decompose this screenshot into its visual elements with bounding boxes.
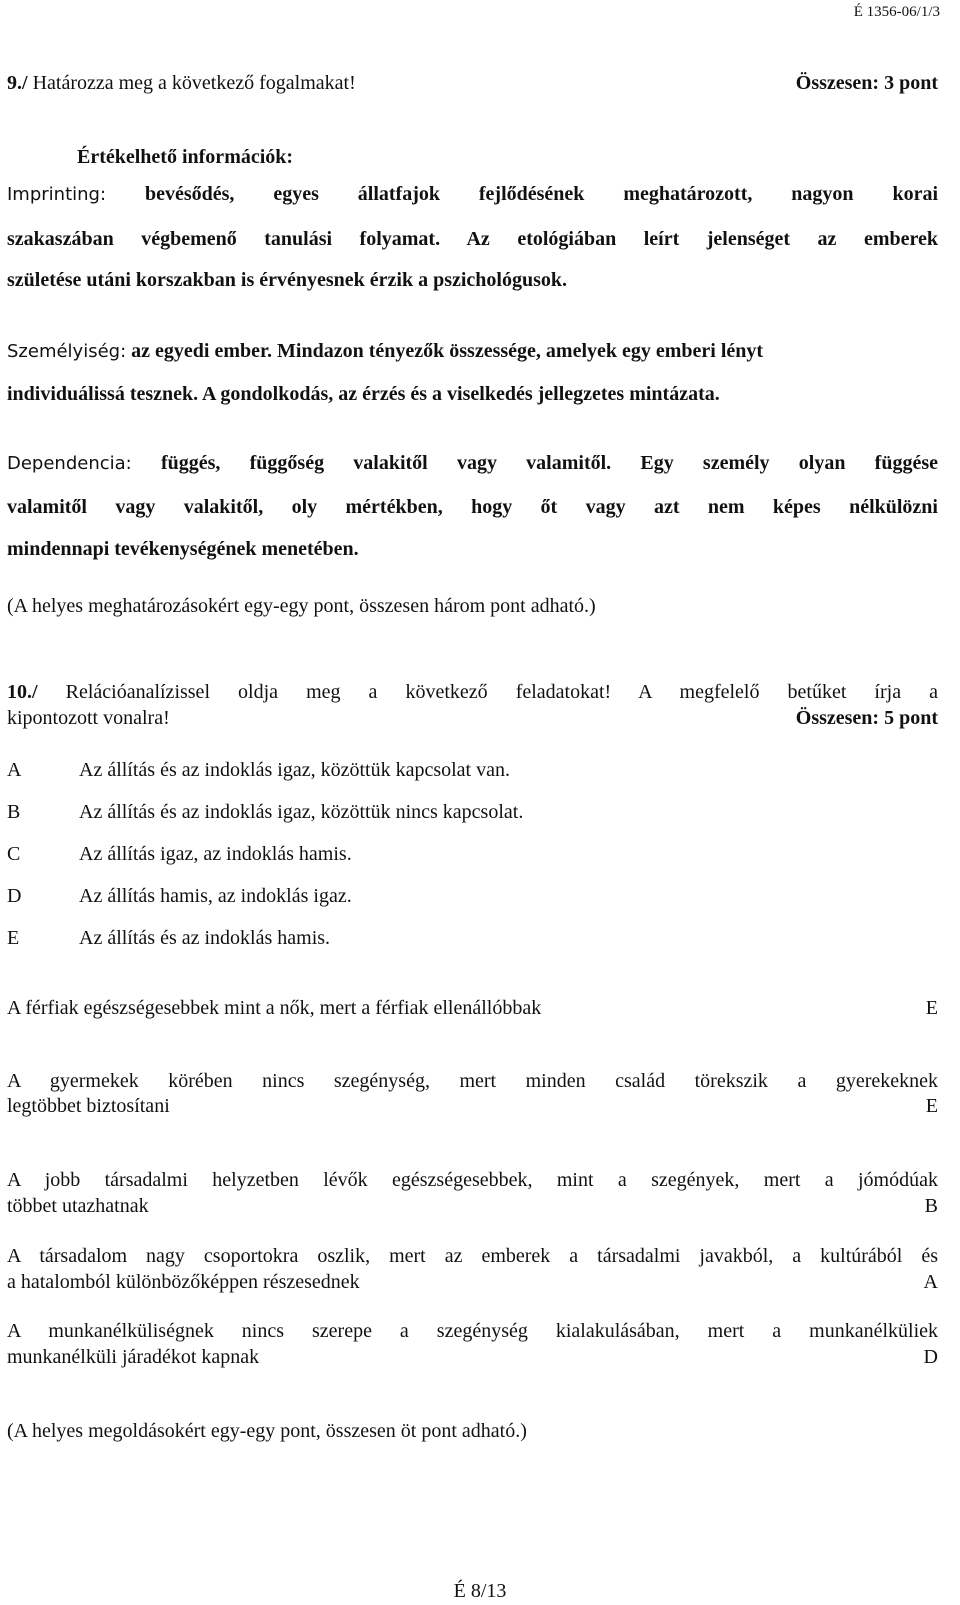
item-3-line-1: A jobb társadalmi helyzetben lévők egészségesebbek, mint a szegények, mert a jómódúak (7, 1169, 938, 1191)
item-5-line-1: A munkanélküliségnek nincs szerepe a szegénység kialakulásában, mert a munkanélküliek (7, 1320, 938, 1342)
term-szemelyiseg: Személyiség: (7, 341, 127, 362)
q10-prompt-line-2: kipontozott vonalra! Összesen: 5 pont (7, 707, 938, 729)
document-code: É 1356-06/1/3 (853, 4, 940, 20)
option-e: E Az állítás és az indoklás hamis. (7, 927, 331, 949)
option-b: B Az állítás és az indoklás igaz, közöttük nincs kapcsolat. (7, 801, 524, 823)
option-c: C Az állítás igaz, az indoklás hamis. (7, 843, 352, 865)
term-dependencia: Dependencia: (7, 453, 132, 474)
option-a: A Az állítás és az indoklás igaz, közöttük kapcsolat van. (7, 759, 510, 781)
item-2-answer: E (925, 1095, 938, 1117)
def-szemelyiseg-line-1: Személyiség: az egyedi ember. Mindazon tényezők összessége, amelyek egy emberi lényt (7, 340, 764, 362)
q9-section-title: Értékelhető információk: (77, 146, 294, 168)
item-5-answer: D (923, 1346, 938, 1368)
q9-header (7, 71, 938, 95)
item-3-line-2: többet utazhatnak B (7, 1195, 938, 1217)
q9-note: (A helyes meghatározásokért egy-egy pont, összesen három pont adható.) (7, 595, 596, 617)
def-imprinting-line-2: szakaszában végbemenő tanulási folyamat. Az etológiában leírt jelenséget az emberek (7, 228, 938, 250)
option-d: D Az állítás hamis, az indoklás igaz. (7, 885, 352, 907)
item-5-line-2: munkanélküli járadékot kapnak D (7, 1346, 938, 1368)
def-dependencia-line-3: mindennapi tevékenységének menetében. (7, 538, 359, 560)
item-1: A férfiak egészségesebbek mint a nők, mert a férfiak ellenállóbbak E (7, 997, 938, 1019)
q9-prompt: 9./ Határozza meg a következő fogalmakat! (7, 72, 356, 94)
def-imprinting-line-1: Imprinting: bevésődés, egyes állatfajok fejlődésének meghatározott, nagyon korai (7, 183, 939, 205)
term-imprinting: Imprinting: (7, 184, 107, 205)
q10-note: (A helyes megoldásokért egy-egy pont, összesen öt pont adható.) (7, 1420, 527, 1442)
item-2-line-1: A gyermekek körében nincs szegénység, mert minden család törekszik a gyerekeknek (7, 1070, 938, 1092)
item-1-answer: E (925, 997, 938, 1019)
item-4-line-2: a hatalomból különbözőképpen részesednek A (7, 1271, 938, 1293)
item-3-answer: B (924, 1195, 938, 1217)
q10-points: Összesen: 5 pont (795, 707, 938, 729)
item-4-answer: A (923, 1271, 938, 1293)
item-2-line-2: legtöbbet biztosítani E (7, 1095, 938, 1117)
q9-points: Összesen: 3 pont (795, 72, 938, 94)
def-imprinting-line-3: születése utáni korszakban is érvényesnek érzik a pszichológusok. (7, 269, 568, 291)
def-szemelyiseg-line-2: individuálissá tesznek. A gondolkodás, az érzés és a viselkedés jellegzetes mintázata. (7, 383, 720, 405)
item-4-line-1: A társadalom nagy csoportokra oszlik, mert az emberek a társadalmi javakból, a kultúrából és (7, 1245, 938, 1267)
q10-prompt-line-1: 10./ Relációanalízissel oldja meg a következő feladatokat! A megfelelő betűket írja a (7, 681, 938, 703)
def-dependencia-line-1: Dependencia: függés, függőség valakitől vagy valamitől. Egy személy olyan függése (7, 452, 938, 474)
page-number: É 8/13 (453, 1580, 507, 1602)
def-dependencia-line-2: valamitől vagy valakitől, oly mértékben, hogy őt vagy azt nem képes nélkülözni (7, 496, 938, 518)
